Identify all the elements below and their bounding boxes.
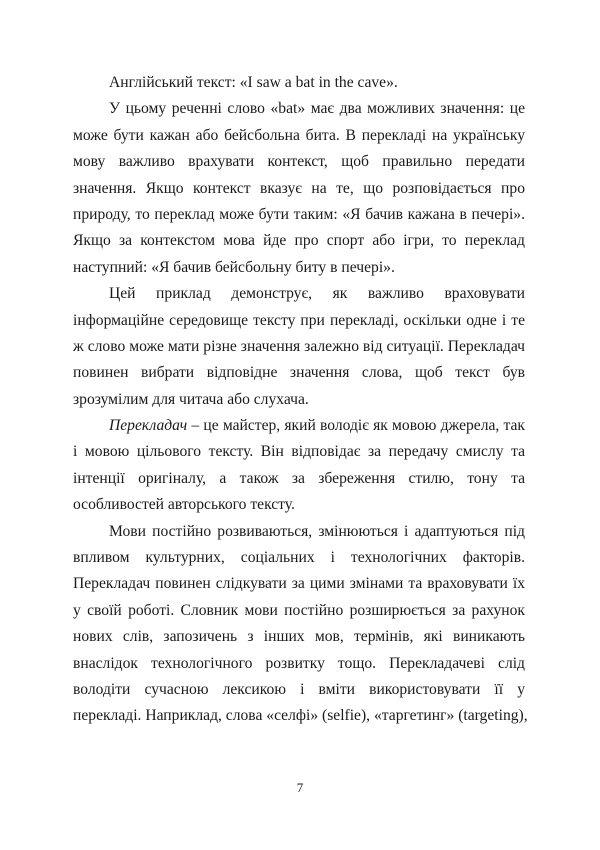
text-line bbox=[73, 413, 525, 439]
text-line: повинен вибрати відповідне значення слова, щоб текст був bbox=[73, 364, 525, 382]
paragraph bbox=[73, 519, 528, 730]
text-line: зрозумілим для читача або слухача. bbox=[73, 390, 309, 408]
paragraph bbox=[73, 96, 525, 281]
text-line: наступний: «Я бачив бейсбольну биту в печері». bbox=[73, 258, 395, 276]
text-line: природу, то переклад може бути таким: «Я бачив кажана в печері». bbox=[73, 205, 525, 223]
text-line: значення. Якщо контекст вказує на те, що розповідається про bbox=[73, 179, 525, 197]
text-line: інформаційне середовище тексту при перекладі, оскільки одне і те bbox=[73, 311, 525, 329]
paragraph bbox=[73, 413, 525, 519]
italic-term: Перекладач bbox=[109, 417, 188, 435]
text-line: Мови постійно розвиваються, змінюються і адаптуються під bbox=[109, 522, 525, 540]
text-line: впливом культурних, соціальних і технологічних факторів. bbox=[73, 549, 525, 567]
text-line: у своїй роботі. Словник мови постійно розширюється за рахунок bbox=[73, 601, 525, 619]
text-line: внаслідок технологічного розвитку тощо. Перекладачеві слід bbox=[73, 654, 525, 672]
text-line: Якщо за контекстом мова йде про спорт або ігри, то переклад bbox=[73, 232, 525, 250]
text-line: ж слово може мати різне значення залежно від ситуації. Перекладач bbox=[73, 337, 525, 355]
text-line: і мовою цільового тексту. Він відповідає за передачу смислу та bbox=[73, 443, 525, 461]
text-line: Англійський текст: «I saw a bat in the cave». bbox=[109, 74, 398, 91]
text-line: Перекладач повинен слідкувати за цими змінами та враховувати їх bbox=[73, 575, 525, 593]
text-line: мову важливо врахувати контекст, щоб правильно передати bbox=[73, 153, 525, 171]
text-line: Цей приклад демонструє, як важливо враховувати bbox=[109, 285, 525, 303]
paragraph bbox=[73, 70, 525, 96]
paragraph bbox=[73, 281, 525, 413]
text-line: нових слів, запозичень з інших мов, термінів, які виникають bbox=[73, 628, 525, 646]
text-line: У цьому реченні слово «bat» має два можливих значення: це bbox=[109, 100, 525, 118]
page-number: 7 bbox=[296, 780, 304, 795]
text-line: особливостей авторського тексту. bbox=[73, 496, 295, 514]
text-line: може бути кажан або бейсбольна бита. В перекладі на українську bbox=[73, 126, 525, 144]
text-line: інтенції оригіналу, а також за збереження стилю, тону та bbox=[73, 469, 525, 487]
line-text: – це майстер, який володіє як мовою джерела, так bbox=[187, 417, 525, 435]
text-line: перекладі. Наприклад, слова «селфі» (selfie), «таргетинг» (targeting), bbox=[73, 707, 528, 725]
document-body bbox=[73, 70, 528, 730]
text-line: володіти сучасною лексикою і вміти використовувати її у bbox=[73, 680, 525, 698]
